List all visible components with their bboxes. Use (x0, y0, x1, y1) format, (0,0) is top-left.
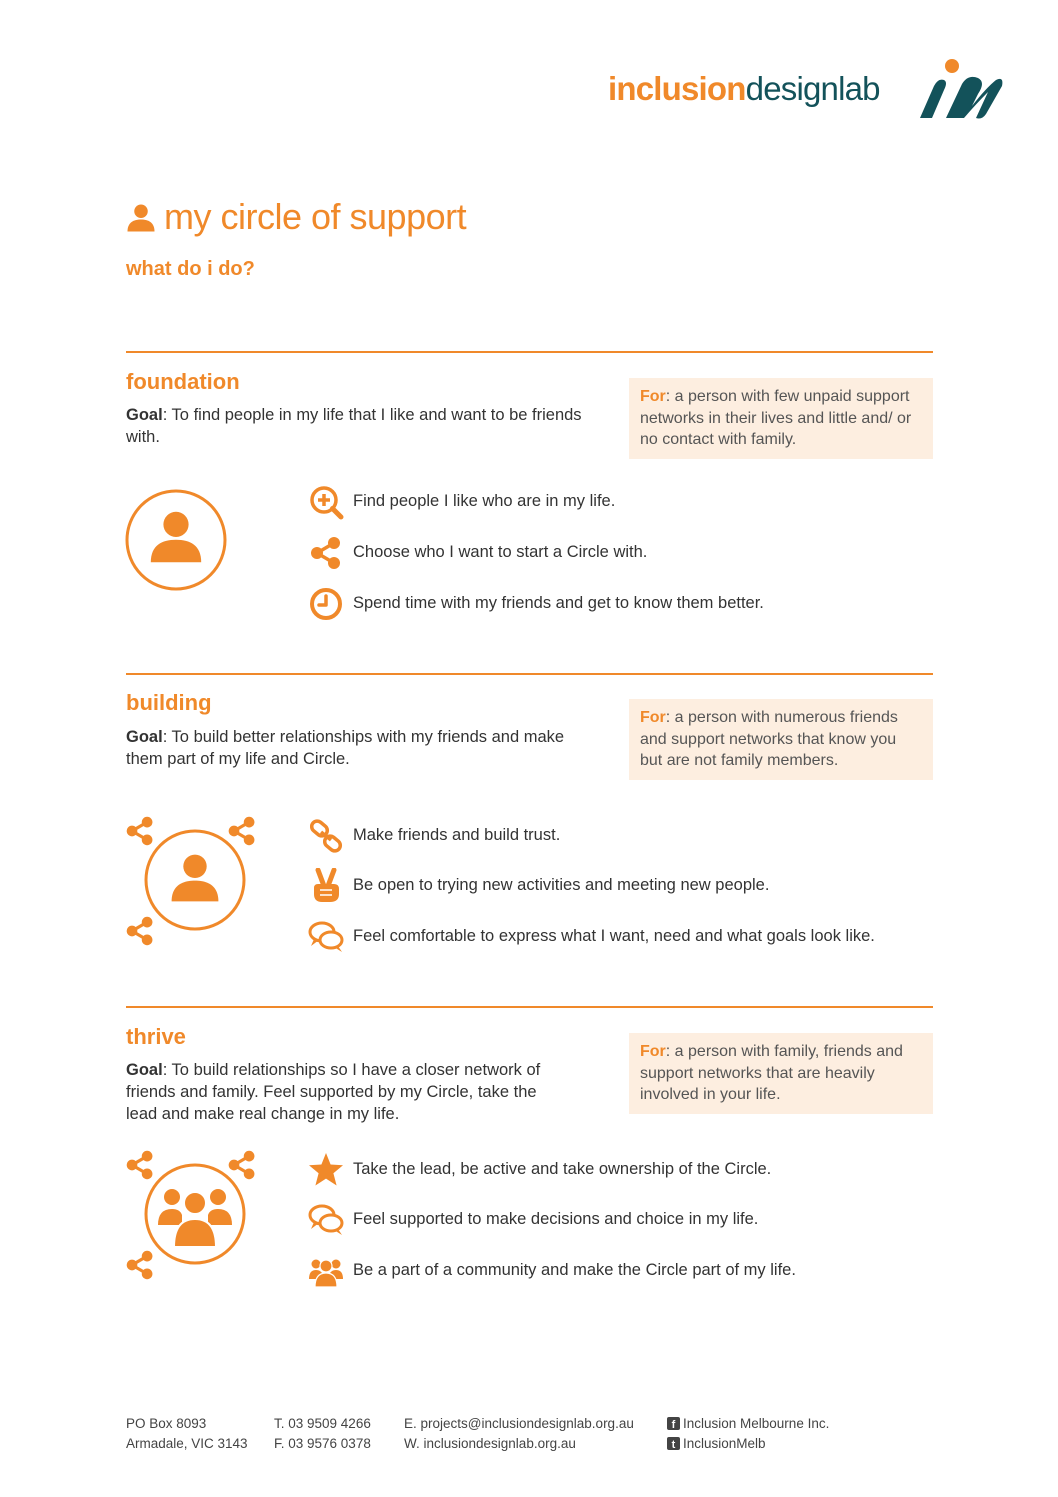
page-title: my circle of support (164, 196, 467, 237)
page-subtitle: what do i do? (126, 258, 255, 280)
share-icon (308, 535, 344, 571)
person-icon (151, 512, 201, 562)
section-divider (126, 351, 933, 353)
list-item: Spend time with my friends and get to know them better. (308, 586, 948, 622)
email-link[interactable]: E. projects@inclusiondesignlab.org.au (404, 1416, 634, 1431)
website-link[interactable]: W. inclusiondesignlab.org.au (404, 1436, 576, 1451)
list-item: Find people I like who are in my life. (308, 484, 948, 520)
list-item: Choose who I want to start a Circle with. (308, 535, 948, 571)
share-icon (127, 1151, 153, 1179)
share-icon (127, 1251, 153, 1279)
section-heading-foundation: foundation (126, 369, 240, 394)
magnify-plus-icon (308, 484, 344, 520)
section-divider (126, 1006, 933, 1008)
share-icon (127, 817, 153, 845)
brand-wordmark: inclusiondesignlab (608, 70, 880, 107)
person-icon (172, 855, 219, 902)
clock-icon (308, 586, 344, 622)
list-item: Feel supported to make decisions and choice in my life. (308, 1202, 948, 1238)
section-divider (126, 673, 933, 675)
group-icon (158, 1189, 232, 1247)
group-icon (308, 1253, 344, 1289)
audience-box: For: a person with few unpaid support networks in their lives and little and/ or no contact with family. (629, 378, 933, 459)
connected-circle-illustration (124, 815, 258, 947)
community-circle-illustration (124, 1149, 258, 1281)
twitter-icon: t (667, 1437, 680, 1450)
section-goal: Goal: To build relationships so I have a closer network of friends and family. Feel supported by my Circle, take the lead and make real change in my life. (126, 1061, 541, 1123)
section-heading-thrive: thrive (126, 1024, 186, 1049)
list-item: Take the lead, be active and take ownership of the Circle. (308, 1152, 948, 1188)
peace-hand-icon (308, 868, 344, 904)
footer-social (667, 1414, 829, 1454)
twitter-link[interactable]: t InclusionMelb (667, 1434, 829, 1454)
list-item: Be a part of a community and make the Circle part of my life. (308, 1253, 948, 1289)
circle-ring (146, 831, 244, 929)
footer-phone: T. 03 9509 4266 F. 03 9576 0378 (274, 1416, 371, 1451)
section-heading-building: building (126, 690, 212, 715)
facebook-icon: f (667, 1417, 680, 1430)
share-icon (229, 1151, 255, 1179)
footer-contact (404, 1414, 634, 1454)
individual-circle-illustration (124, 488, 228, 592)
list-item: Make friends and build trust. (308, 818, 948, 854)
list-item: Be open to trying new activities and meeting new people. (308, 868, 948, 904)
link-icon (308, 818, 344, 854)
section-goal: Goal: To build better relationships with my friends and make them part of my life and Circle. (126, 728, 565, 768)
star-icon (308, 1152, 344, 1188)
person-icon (126, 202, 156, 234)
brand-logo (608, 58, 1008, 128)
share-icon (229, 817, 255, 845)
audience-box: For: a person with family, friends and support networks that are heavily involved in your life. (629, 1033, 933, 1114)
brand-mark-icon (916, 58, 1008, 122)
chat-bubbles-icon (308, 919, 344, 955)
share-icon (127, 917, 153, 945)
chat-bubbles-icon (308, 1202, 344, 1238)
footer-address: PO Box 8093 Armadale, VIC 3143 (126, 1416, 248, 1451)
section-goal: Goal: To find people in my life that I like and want to be friends with. (126, 406, 582, 446)
facebook-link[interactable]: f Inclusion Melbourne Inc. (667, 1414, 829, 1434)
audience-box: For: a person with numerous friends and support networks that know you but are not family members. (629, 699, 933, 780)
list-item: Feel comfortable to express what I want, need and what goals look like. (308, 919, 948, 955)
